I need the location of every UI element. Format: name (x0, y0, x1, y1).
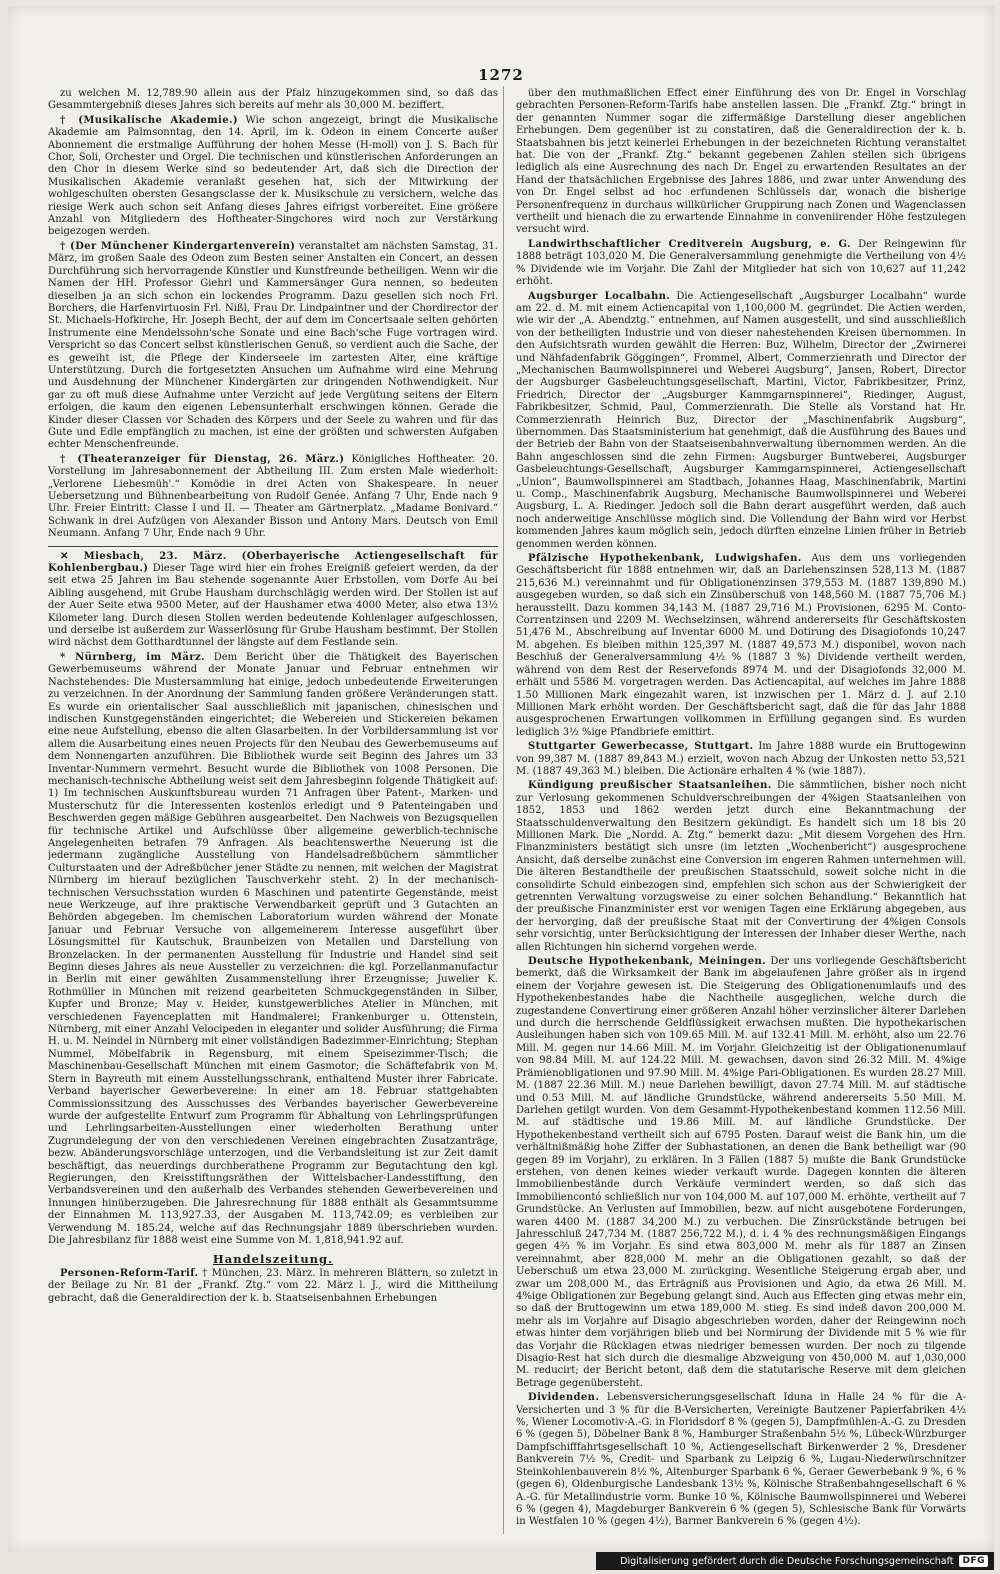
article-paragraph (48, 115, 498, 239)
article-heading: † (Musikalische Akademie.) (60, 114, 238, 126)
digitization-credit-banner (596, 1552, 994, 1570)
page-number: 1272 (478, 66, 524, 84)
article-paragraph (516, 239, 966, 289)
article-paragraph (48, 652, 498, 1248)
article-paragraph (516, 291, 966, 552)
article-body: Königliches Hoftheater. 20. Vorstellung im Jahresabonnement der Abtheilung III. Zum ersten Male wiederholt: „Verlorene Liebesmüh'.“ Komödie in drei Acten von Shakespeare. In neuer Uebersetzung und Bühnenbearbeitung von Rudolf Genée. Anfang 7 Uhr, Ende nach 9 Uhr. Freier Eintritt: Classe I und II. — Theater am Gärtnerplatz. „Madame Bonivard.“ Schwank in drei Aufzügen von Alexander Bisson und Antony Mars. Deutsch von Emil Neumann. Anfang 7 Uhr, Ende nach 9 Uhr. (48, 453, 498, 540)
article-heading: Stuttgarter Gewerbecasse, Stuttgart. (528, 741, 754, 753)
article-paragraph (48, 88, 498, 113)
article-body: Der uns vorliegende Geschäftsbericht bemerkt, daß die Wirksamkeit der Bank im abgelaufenen Jahre größer als in irgend einem der Vorjahre gewesen ist. Die Steigerung des Obligationenumlaufs und des Hypothekenbestandes habe die Nachtheile ausgeglichen, welche durch die zugestandene Convertirung einer größeren Anzahl höher verzinslicher älterer Darlehen und durch die herrschende Geldflüssigkeit erwachsen mußten. Die hypothekarischen Ausleihungen haben sich von 109.65 Mill. M. auf 132.41 Mill. M. erhöht, also um 22.76 Mill. M. gegen nur 14.66 Mill. M. im Vorjahr. Gleichzeitig ist der Obligationenumlauf von 98.84 Mill. M. auf 124.22 Mill. M. gewachsen, davon sind 26.32 Mill. M. 4%ige Prämienobligationen und 97.90 Mill. M. 4%ige Pari-Obligationen. Es wurden 28.27 Mill. M. (1887 22.36 Mill. M.) neue Darlehen bewilligt, davon 27.74 Mill. M. auf städtische und 0.53 Mill. M. auf ländliche Grundstücke, während andererseits 5.50 Mill. M. Darlehen getilgt wurden. Von dem Gesammt-Hypothekenbestand kommen 112.56 Mill. M. auf städtische und 19.86 Mill. M. auf ländliche Grundstücke. Der Hypothekenbestand vertheilt sich auf 6795 Posten. Darauf weist die Bank hin, um die verhältnißmäßig hohe Ziffer der Subhastationen, an denen die Bank betheiligt war (90 gegen 89 im Vorjahr), zu erklären. In 3 Fällen (1887 5) mußte die Bank Grundstücke erstehen, von denen keines wieder verkauft wurde. Dagegen konnten die älteren Immobilienbestände durch Verkäufe vermindert werden, so daß sich das Immobiliencontó schließlich nur von 104,000 M. auf 107,000 M. erhöhte, vertheilt auf 7 Grundstücke. An Verlusten auf Immobilien, bezw. auf nicht ausgebotene Forderungen, waren 4400 M. (1887 34,200 M.) zu verbuchen. Die Zinsrückstände betrugen bei Jahresschluß 247,734 M. (1887 256,722 M.), d. i. 4 % des rechnungsmäßigen Eingangs gegen 4⅔ % im Vorjahr. Es sind etwa 803,000 M. mehr als für 1887 an Zinsen vereinnahmt, aber 828,000 M. mehr an die Obligationen gezahlt, so daß der Ueberschuß um etwa 23,000 M. zurückging. Wesentliche Steigerung ergab aber, und zwar um 208,000 M., das Erträgniß aus Provisionen und Agio, da etwa 26 Mill. M. 4%ige Obligationen zur Begebung gelangt sind. Auch aus Effecten ging etwas mehr ein, so daß der Bruttogewinn um etwa 189,000 M. stieg. Es sind indeß davon 200,000 M. mehr als im Vorjahre auf Disagio abgeschrieben worden, daher der Reingewinn noch etwas hinter dem vorjährigen blieb und bei Normirung der Dividende mit 5 % wie für das Vorjahr die Rücklagen etwas niedriger bemessen wurden. Der noch zu tilgende Disagio-Rest hat sich durch die diesmalige Abzweigung von 450,000 M. auf 1,030,000 M. reducirt; der Bericht betont, daß dem die statutarische Reserve mit dem gleichen Betrage gegenübersteht. (516, 956, 966, 1389)
left-column (48, 88, 498, 1534)
article-paragraph (516, 1392, 966, 1528)
article-heading: Augsburger Localbahn. (528, 290, 671, 302)
article-body: Die Actiengesellschaft „Augsburger Localbahn“ wurde am 22. d. M. mit einem Actiencapital von 1,100,000 M. gegründet. Die Actien werden, wie wir der „A. Abendztg.“ entnehmen, auf Namen ausgestellt, und sind ausschließlich von der betheiligten Industrie und von dieser nahestehenden Kreisen übernommen. In den Aufsichtsrath wurden gewählt die Herren: Buz, Wilhelm, Director der „Zwirnerei und Nähfadenfabrik Göggingen“, Frommel, Albert, Commerzienrath und Director der „Mechanischen Baumwollspinnerei und Weberei Augsburg“, Jansen, Robert, Director der Augsburger Gasbeleuchtungsgesellschaft, Martini, Victor, Fabrikbesitzer, Prinz, Friedrich, Director der „Augsburger Kammgarnspinnerei“, Riedinger, August, Fabrikbesitzer, Schmid, Paul, Commerzienrath. Die Stelle als Vorstand hat Hr. Commerzienrath Heinrich Buz, Director der „Maschinenfabrik Augsburg“, übernommen. Das Staatsministerium hat genehmigt, daß die Ausführung des Baues und der Betrieb der Bahn von der Staatseisenbahnverwaltung übernommen werden. An die Bahn angeschlossen sind die zehn Firmen: Augsburger Buntweberei, Augsburger Gasbeleuchtungs-Gesellschaft, Augsburger Kammgarnspinnerei, Actiengesellschaft „Union“, Baumwollspinnerei am Stadtbach, Johannes Haag, Maschinenfabrik, Martini u. Comp., Maschinenfabrik Augsburg, Mechanische Baumwollspinnerei und Weberei Augsburg, L. A. Riedinger. Jedoch soll die Bahn derart ausgeführt werden, daß auch noch anderweitige Anschlüsse möglich sind. Die Vollendung der Bahn wird vor Herbst kommenden Jahres kaum möglich sein, jedoch dürften einzelne Linien früher in Betrieb genommen werden können. (516, 290, 966, 550)
dfg-logo-icon: DFG (959, 1555, 988, 1567)
article-heading: † (Theateranzeiger für Dienstag, 26. März.) (60, 453, 345, 465)
article-heading: Dividenden. (528, 1392, 600, 1404)
article-body: über den muthmaßlichen Effect einer Einführung des von Dr. Engel in Vorschlag gebrachten Personen-Reform-Tarifs habe anstellen lassen. Die „Frankf. Ztg.“ bringt in der genannten Nummer sogar die ziffermäßige Darstellung dieser angeblichen Erhebungen. Dem gegenüber ist zu constatiren, daß die Generaldirection der k. b. Staatsbahnen bis jetzt keinerlei Erhebungen in der bezeichneten Richtung veranstaltet hat. Die von der „Frankf. Ztg.“ bekannt gegebenen Zahlen stellen sich übrigens lediglich als eine Ausrechnung des nach Dr. Engel zu erwartenden Resultates an der Hand der thatsächlichen Ergebnisse des Jahres 1886, und zwar unter Anwendung des von Dr. Engel selbst ad hoc erfundenen Schlüssels dar, wonach die bisherige Personenfrequenz in durchaus willkürlicher Gruppirung nach Zonen und Wagenclassen vertheilt und hienach die zu erwartende Einnahme in conveniirender Höhe festzulegen versucht wird. (516, 88, 966, 236)
article-heading: * Nürnberg, im März. (60, 651, 205, 663)
article-paragraph (48, 241, 498, 452)
article-body: veranstaltet am nächsten Samstag, 31. März, im großen Saale des Odeon zum Besten seiner Anstalten ein Concert, an dessen Durchführung sich hervorragende Künstler und Kunstfreunde betheiligen. Wenn wir die Namen der HH. Professor Giehrl und Kammersänger Gura nennen, so bedeuten dieselben ja an sich schon ein lockendes Programm. Dazu gesellen sich noch Frl. Borchers, die Harfenvirtuosin Frl. Nißl, Frau Dr. Lindpaintner und der Chordirector der St. Michaels-Hofkirche, Hr. Joseph Becht, der auf dem im Concertsaale selten gehörten Instrumente eine Mendelssohn'sche Sonate und eine Bach'sche Fuge vortragen wird. Verspricht so das Concert selbst künstlerischen Genuß, so verdient auch die Sache, der es geweiht ist, die Pflege der Kinderseele im zartesten Alter, eine kräftige Unterstützung. Durch die fortgesetzten Ansuchen um Aufnahme wird eine Mehrung und Ausdehnung der Münchener Kindergärten zur dringenden Nothwendigkeit. Nur gar zu oft muß diese Aufnahme unter Verzicht auf jede Vergütung seitens der Eltern erfolgen, die kaum den eigenen Lebensunterhalt erschwingen können. Gerade die Kinder dieser Classen vor Schaden des Körpers und der Seele zu wahren und für das Gute und Edle empfänglich zu machen, ist eine der größten und schwersten Aufgaben echter Menschenfreunde. (48, 240, 498, 451)
article-heading: Landwirthschaftlicher Creditverein Augsburg, e. G. (528, 238, 851, 250)
article-body: Aus dem uns vorliegenden Geschäftsbericht für 1888 entnehmen wir, daß an Darlehenszinsen 528,113 M. (1887 215,636 M.) vereinnahmt und für Obligationenzinsen 379,553 M. (1887 139,890 M.) ausgegeben wurden, so daß sich ein Zinsüberschuß von 148,560 M. (1887 75,706 M.) herausstellt. Dazu kommen 34,143 M. (1887 29,716 M.) Provisionen, 6295 M. Conto-Correntzinsen und 2209 M. Wechselzinsen, während andererseits für Geschäftskosten 51,476 M., Abschreibung auf Inventar 6000 M. und Dotirung des Disagiofonds 10,247 M. abgehen. Es bleiben mithin 125,397 M. (1887 49,573 M.) disponibel, wovon nach Beschluß der Generalversammlung 4½ % (1887 3 %) Dividende vertheilt werden, während von dem Rest der Reservefonds 8974 M. und der Disagiofonds 32,000 M. erhält und 5586 M. vorgetragen werden. Das Actiencapital, auf welches im Jahre 1888 1.50 Millionen Mark eingezahlt waren, ist inzwischen per 1. März d. J. auf 2.10 Millionen Mark erhöht worden. Der Geschäftsbericht sagt, daß die für das Jahr 1888 ausgesprochenen Erwartungen vollkommen in Erfüllung gegangen sind. Es wurden lediglich 3½ %ige Pfandbriefe emittirt. (516, 553, 966, 738)
article-paragraph (516, 780, 966, 954)
section-separator (48, 546, 498, 547)
article-paragraph (48, 454, 498, 541)
article-heading: † (Der Münchener Kindergartenverein) (60, 240, 296, 252)
article-heading: ✕ Miesbach, 23. März. (Oberbayerische Actiengesellschaft für Kohlenbergbau.) (48, 550, 498, 575)
article-body: Wie schon angezeigt, bringt die Musikalische Akademie am Palmsonntag, den 14. April, im k. Odeon in einem Concerte außer Abonnement die erstmalige Aufführung der hohen Messe (H-moll) von J. S. Bach für Chor, Soli, Orchester und Orgel. Die technischen und künstlerischen Anforderungen an den Chor in diesem Werke sind so bedeutender Art, daß sich die Direction der Musikalischen Akademie veranlaßt gesehen hat, sich der Mitwirkung der wohlgeschulten obersten Gesangsclasse der k. Musikschule zu versichern, welche das riesige Werk auch schon seit Anfang dieses Jahres eifrigst vorbereitet. Eine größere Anzahl von Mitgliedern des Hoftheater-Singchores wird noch zur Verstärkung beigezogen werden. (48, 114, 498, 238)
newspaper-page (8, 6, 994, 1552)
article-heading: Kündigung preußischer Staatsanleihen. (528, 780, 772, 792)
article-body: Im Jahre 1888 wurde ein Bruttogewinn von 99,387 M. (1887 89,843 M.) erzielt, wovon nach Abzug der Unkosten netto 53,521 M. (1887 49,363 M.) bleiben. Die Actionäre erhalten 4 % (wie 1887). (516, 741, 966, 777)
article-paragraph (48, 1268, 498, 1305)
column-divider (503, 86, 504, 1534)
article-paragraph (48, 551, 498, 650)
article-paragraph (516, 553, 966, 739)
article-body: Der Reingewinn für 1888 beträgt 103,020 M. Die Generalversammlung genehmigte die Vertheilung von 4½ % Dividende wie im Vorjahr. Die Zahl der Mitglieder hat sich von 10,627 auf 11,242 erhöht. (516, 238, 966, 288)
article-body: Die sämmtlichen, bisher noch nicht zur Verlosung gekommenen Schuldverschreibungen der 4%igen Staatsanleihen von 1852, 1853 und 1862 werden jetzt durch eine Bekanntmachung der Staatsschuldenverwaltung den Besitzern gekündigt. Es handelt sich um 18 bis 20 Millionen Mark. Die „Nordd. A. Ztg.“ bemerkt dazu: „Mit diesem Vorgehen des Hrn. Finanzministers bestätigt sich unsre (im letzten „Wochenbericht“) ausgesprochene Ansicht, daß derselbe zunächst eine Conversion im engeren Rahmen unternehmen will. Die älteren Bestandtheile der preußischen Staatsschuld, soweit solche nicht in die consolidirte Schuld einbezogen sind, empfehlen sich schon aus der Schwierigkeit der getrennten Verwaltung vorzugsweise zu einer solchen Behandlung.“ Bekanntlich hat der preußische Finanzminister erst vor wenigen Tagen eine Erklärung abgegeben, aus der hervorging, daß der preußische Staat mit der Convertirung der 4%igen Consols sehr vorsichtig, unter Berücksichtigung der Interessen der Inhaber dieser Werthe, nach allen Richtungen hin sichernd vorgehen werde. (516, 780, 966, 953)
article-heading: Pfälzische Hypothekenbank, Ludwigshafen. (528, 553, 802, 565)
right-column (516, 88, 966, 1534)
digitization-credit: Digitalisierung gefördert durch die Deutsche Forschungsgemeinschaft (620, 1555, 954, 1567)
article-paragraph (516, 741, 966, 778)
article-paragraph (516, 88, 966, 237)
article-heading: Personen-Reform-Tarif. (60, 1267, 199, 1279)
article-body: Lebensversicherungsgesellschaft Iduna in Halle 24 % für die A-Versicherten und 3 % für die B-Versicherten, Vereinigte Bautzener Papierfabriken 4½ %, Wiener Locomotiv-A.-G. in Floridsdorf 8 % (gegen 5), Dampfmühlen-A.-G. zu Dresden 6 % (gegen 5), Döbelner Bank 8 %, Hamburger Straßenbahn 5½ %, Lübeck-Würzburger Dampfschifffahrtsgesellschaft 10 %, Actiengesellschaft Birkenwerder 2 %, Dresdener Bankverein 7½ %, Credit- und Sparbank zu Leipzig 6 %, Lugau-Niederwürschnitzer Steinkohlenbauverein 8½ %, Altenburger Sparbank 6 %, Geraer Gewerbebank 9 %, 6 % (gegen 6), Oldenburgische Landesbank 13½ %, Kölnische Straßenbahngesellschaft 6 % A.-G. für Metallindustrie vorm. Bunke 10 %, Kölnische Baumwollspinnerei und Weberei 6 % (gegen 4), Magdeburger Bankverein 6 % (gegen 5), Schlesische Bank für Vorwärts in Westfalen 10 % (gegen 4½), Barmer Bankverein 6 % (gegen 4½). (516, 1392, 966, 1528)
article-paragraph (516, 956, 966, 1390)
article-body: Dieser Tage wird hier ein frohes Ereigniß gefeiert werden, da der seit etwa 25 Jahren im Bau stehende sogenannte Auer Erbstollen, vom Dorfe Au bei Aibling ausgehend, mit Grube Hausham durchschlägig werden wird. Der Stollen ist auf der Auer Seite etwa 9500 Meter, auf der Haushamer etwa 4000 Meter, also etwa 13½ Kilometer lang. Durch diesen Stollen werden bedeutende Kohlenlager aufgeschlossen, und derselbe ist außerdem zur Wasserlösung für Grube Hausham bestimmt. Der Stollen wird nächst dem Gotthardtunnel der längste auf dem Festlande sein. (48, 563, 498, 649)
article-body: † München, 23. März. In mehreren Blättern, so zuletzt in der Beilage zu Nr. 81 der „Frankf. Ztg.“ vom 22. März l. J., wird die Mittheilung gebracht, daß die Generaldirection der k. b. Staatseisenbahnen Erhebungen (48, 1267, 498, 1304)
article-body: zu welchen M. 12,789.90 allein aus der Pfalz hinzugekommen sind, so daß das Gesammtergebniß dieses Jahres sich bereits auf mehr als 30,000 M. beziffert. (48, 88, 498, 112)
article-body: Dem Bericht über die Thätigkeit des Bayerischen Gewerbemuseums während der Monate Januar und Februar entnehmen wir Nachstehendes: Die Mustersammlung hat einige, jedoch unbedeutende Erweiterungen zu verzeichnen. In der Anordnung der Sammlung fanden größere Veränderungen statt. Es wurde ein orientalischer Saal ausschließlich mit japanischen, chinesischen und indischen Kunstgegenständen eingerichtet; die Webereien und Stickereien bekamen eine neue Aufstellung, ebenso die alten Glasarbeiten. In der Vorbildersammlung ist vor allem die Ausarbeitung eines neuen Projects für den Neubau des Gewerbemuseums auf dem Nonnengarten anzuführen. Die Bibliothek wurde seit Beginn des Jahres um 33 Inventar-Nummern vermehrt. Besucht wurde die Bibliothek von 1008 Personen. Die mechanisch-technische Abtheilung weist seit dem Jahresbeginn folgende Thätigkeit auf: 1) Im technischen Auskunftsbureau wurden 71 Anfragen über Patent-, Marken- und Musterschutz für die Interessenten kostenlos erledigt und 9 Patenteingaben und Beschwerden gegen mäßige Gebühren ausgearbeitet. Den Nachweis von Bezugsquellen für technische Artikel und Aufschlüsse über allgemeine gewerblich-technische Angelegenheiten betrafen 79 Anfragen. Als beachtenswerthe Neuerung ist die jedermann zugängliche Ausstellung von Handelsadreßbüchern sämmtlicher Culturstaaten und der Adreßbücher jener Städte zu nennen, mit welchen der Magistrat Nürnberg im hierauf bezüglichen Tauschverkehr steht. 2) In der mechanisch-technischen Versuchsstation wurden 6 Maschinen und patentirte Gegenstände, meist neue Werkzeuge, auf ihre praktische Verwendbarkeit geprüft und 3 Gutachten an Behörden abgegeben. Im chemischen Laboratorium wurden während der Monate Januar und Februar Versuche von allgemeinerem Interesse ausgeführt über Lösungsmittel für Kautschuk, Braunbeizen von Metallen und Darstellung von Bronzelacken. In der permanenten Ausstellung für Industrie und Handel sind seit Beginn dieses Jahres als neue Aussteller zu verzeichnen: die kgl. Porzellanmanufactur in Berlin mit einer gewählten Zusammenstellung ihrer Erzeugnisse; Juwelier K. Rothmüller in München mit reizend gearbeiteten Schmuckgegenständen in Silber, Kupfer und Bronze; May v. Heider, kunstgewerbliches Atelier in München, mit verschiedenen Fayenceplatten mit Handmalerei; Frankenburger u. Ottenstein, Nürnberg, mit einer Anzahl Velocipeden in eleganter und solider Ausführung; die Firma H. u. M. Neindel in Nürnberg mit einer vollständigen Badezimmer-Einrichtung; Stephan Nummel, Möbelfabrik in Regensburg, mit einem Speisezimmer-Tisch; die Maschinenbau-Gesellschaft München mit einem Gasmotor; die Schäftefabrik von M. Stern in Bayreuth mit einem Ausstellungsschrank, enthaltend Muster ihrer Fabricate. Verband bayerischer Gewerbevereine: In einer am 18. Februar stattgehabten Commissionssitzung des Ausschusses des Verbandes bayerischer Gewerbevereine wurde der aufgestellte Entwurf zum Programm für Abhaltung von Lehrlingsprüfungen und Lehrlingsarbeiten-Ausstellungen einer wiederholten Berathung unter Zugrundelegung der von den verschiedenen Vereinen eingebrachten Zusatzanträge, bezw. Abänderungsvorschläge unterzogen, und die Verbandsleitung ist zur Zeit damit beschäftigt, das neuerdings durchberathene Programm zur Begutachtung den kgl. Regierungen, den Kreisstiftungsräthen der Wittelsbacher-Landesstiftung, den Verbandsvereinen und den außerhalb des Verbandes stehenden Gewerbevereinen und Innungen hinüberzugeben. Die Jahresrechnung für 1888 enthält als Gesammtsumme der Einnahmen M. 113,927.33, der Ausgaben M. 113,742.09; es verbleiben zur Verwendung M. 185.24, welche auf das Rechnungsjahr 1889 überschrieben wurden. Die Jahresbilanz für 1888 weist eine Summe von M. 1,818,941.92 auf. (48, 651, 498, 1246)
article-heading: Deutsche Hypothekenbank, Meiningen. (528, 956, 767, 968)
section-title: Handelszeitung. (212, 1252, 334, 1267)
